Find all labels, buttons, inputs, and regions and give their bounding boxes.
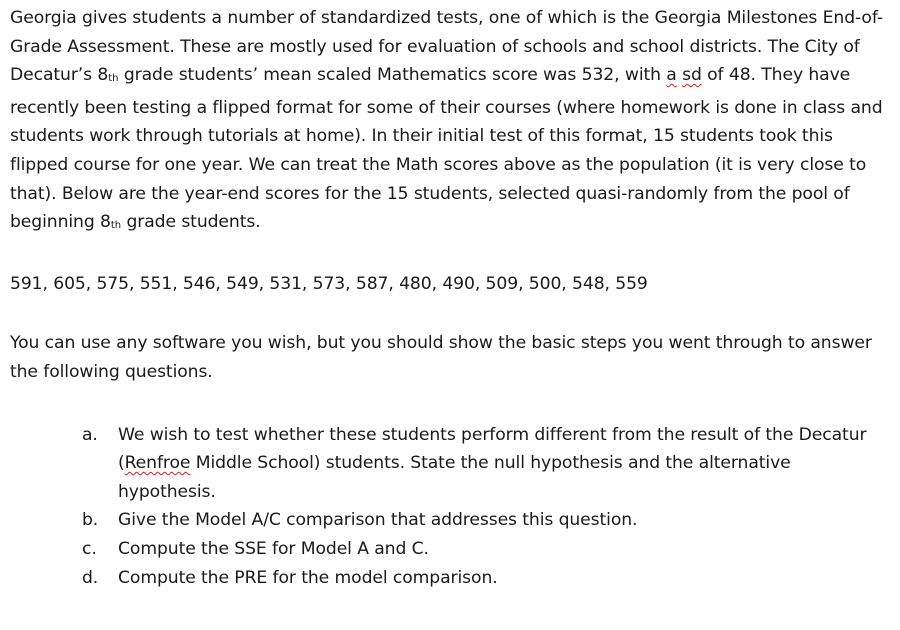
question-item-a <box>10 421 890 507</box>
question-text: We wish to test whether these students perform different from the result of the Decatur ( <box>118 424 867 474</box>
ordinal-suffix: th <box>110 220 122 232</box>
spellcheck-flag-renfroe: Renfroe <box>124 453 191 474</box>
spellcheck-flag-a: a <box>666 65 677 86</box>
scores-list: 591, 605, 575, 551, 546, 549, 531, 573, 587, 480, 490, 509, 500, 548, 559 <box>10 273 648 294</box>
question-letter: d. <box>82 567 99 588</box>
question-text: Middle School) students. State the null hypothesis and the alternative hypothesis. <box>118 453 791 502</box>
question-letter: a. <box>82 424 98 445</box>
question-item-b <box>10 506 890 535</box>
question-list <box>10 421 890 593</box>
question-letter: c. <box>82 538 97 559</box>
intro-text-2: grade students’ mean scaled Mathematics score was 532, with <box>118 65 667 86</box>
ordinal-suffix: th <box>108 73 119 85</box>
intro-text-1: Georgia gives students a number of standardized tests, one of which is the Georgia Milestones End-of-Grade Assessment. These are mostly used for evaluation of schools and school districts. The City of Decatur’s 8 <box>10 8 883 86</box>
question-item-c <box>10 535 890 564</box>
spellcheck-flag-sd: sd <box>682 65 702 86</box>
question-letter: b. <box>82 510 99 531</box>
question-text: Give the Model A/C comparison that addresses this question. <box>118 510 638 531</box>
intro-text-5: grade students. <box>121 212 261 233</box>
question-item-d <box>10 564 890 593</box>
document-page <box>10 4 890 592</box>
question-text: Compute the PRE for the model comparison. <box>118 567 498 588</box>
intro-paragraph <box>10 4 890 241</box>
instructions-paragraph: You can use any software you wish, but you should show the basic steps you went through to answer the following questions. <box>10 333 872 382</box>
question-text: Compute the SSE for Model A and C. <box>118 538 429 559</box>
intro-text-4: of 48. They have recently been testing a flipped format for some of their courses (where homework is done in class and students work through tutorials at home). In their initial test of this format, 15 students took this flipped course for one year. We can treat the Math scores above as the population (it is very close to that). Below are the year-end scores for the 15 students, selected quasi-randomly from the pool of beginning 8 <box>10 65 883 233</box>
